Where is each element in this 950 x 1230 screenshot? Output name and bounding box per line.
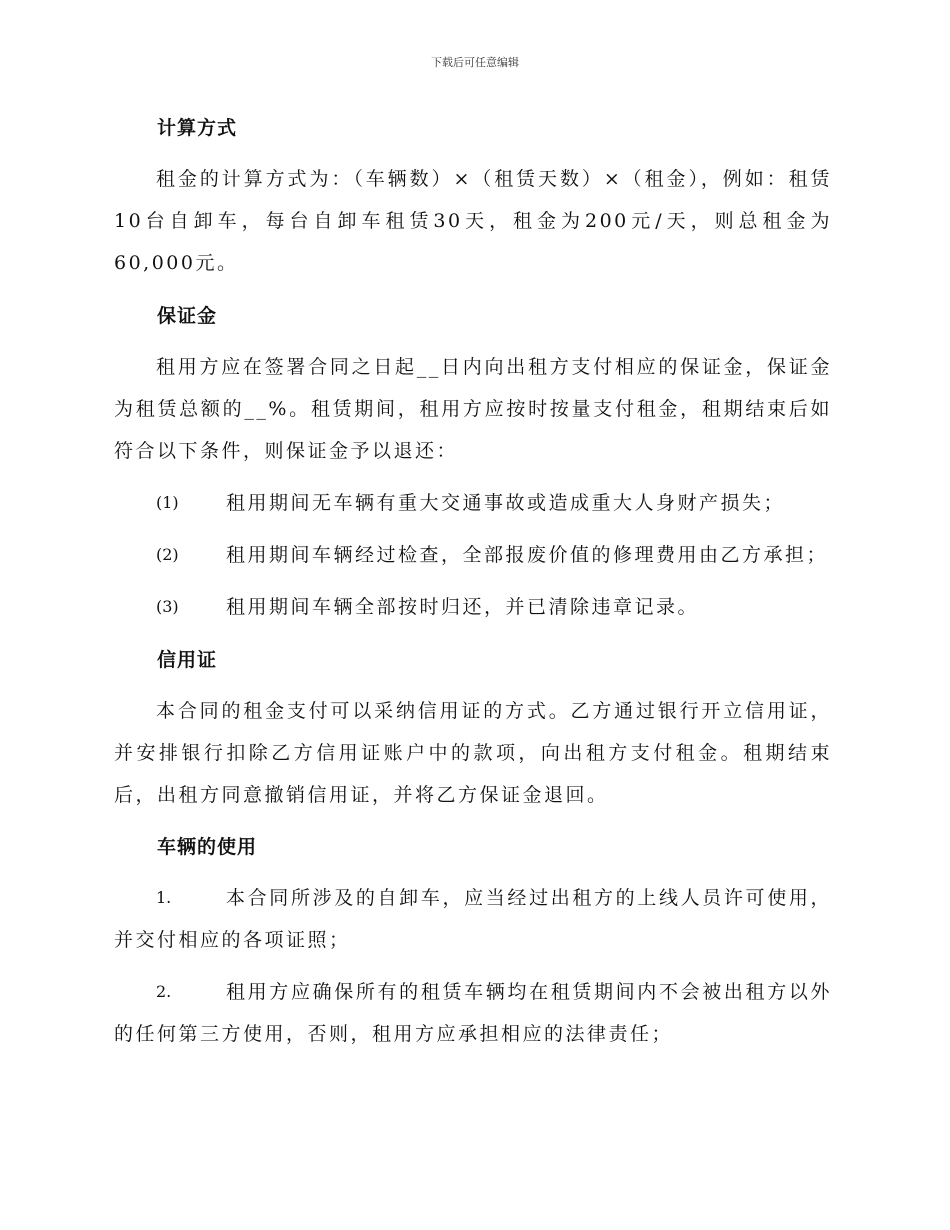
- paragraph-calc: 租金的计算方式为：（车辆数）×（租赁天数）×（租金），例如：租赁10台自卸车，每台自卸车租赁30天，租金为200元/天，则总租金为60,000元。: [114, 168, 832, 274]
- section-title-calc: 计算方式: [157, 117, 238, 139]
- section-title-usage: 车辆的使用: [157, 836, 258, 858]
- list-item-number: (2): [156, 545, 179, 564]
- list-item-deposit-2: [114, 534, 832, 576]
- page-header: 下载后可任意编辑: [431, 56, 519, 69]
- list-item-text: 租用期间车辆全部按时归还，并已清除违章记录。: [226, 596, 700, 618]
- list-item-usage-1: [114, 877, 832, 961]
- list-item-number: 2.: [156, 982, 172, 1001]
- list-item-deposit-3: [114, 586, 832, 628]
- list-item-number: (3): [156, 597, 179, 616]
- list-item-deposit-1: [114, 482, 832, 524]
- paragraph-deposit: 租用方应在签署合同之日起__日内向出租方支付相应的保证金，保证金为租赁总额的__%。租赁期间，租用方应按时按量支付租金，租期结束后如符合以下条件，则保证金予以退还：: [114, 356, 832, 462]
- list-item-number: (1): [156, 493, 179, 512]
- section-title-credit: 信用证: [157, 649, 218, 671]
- list-item-text: 租用期间车辆经过检查，全部报废价值的修理费用由乙方承担；: [226, 544, 829, 566]
- section-title-deposit: 保证金: [157, 305, 218, 327]
- list-item-usage-2: [114, 971, 832, 1055]
- list-item-text: 租用方应确保所有的租赁车辆均在租赁期间内不会被出租方以外的任何第三方使用，否则，租用方应承担相应的法律责任；: [114, 981, 832, 1045]
- list-item-text: 租用期间无车辆有重大交通事故或造成重大人身财产损失；: [226, 492, 786, 514]
- paragraph-credit: 本合同的租金支付可以采纳信用证的方式。乙方通过银行开立信用证，并安排银行扣除乙方信用证账户中的款项，向出租方支付租金。租期结束后，出租方同意撤销信用证，并将乙方保证金退回。: [114, 700, 832, 806]
- list-item-number: 1.: [156, 888, 172, 907]
- list-item-text: 本合同所涉及的自卸车，应当经过出租方的上线人员许可使用，并交付相应的各项证照；: [114, 887, 832, 951]
